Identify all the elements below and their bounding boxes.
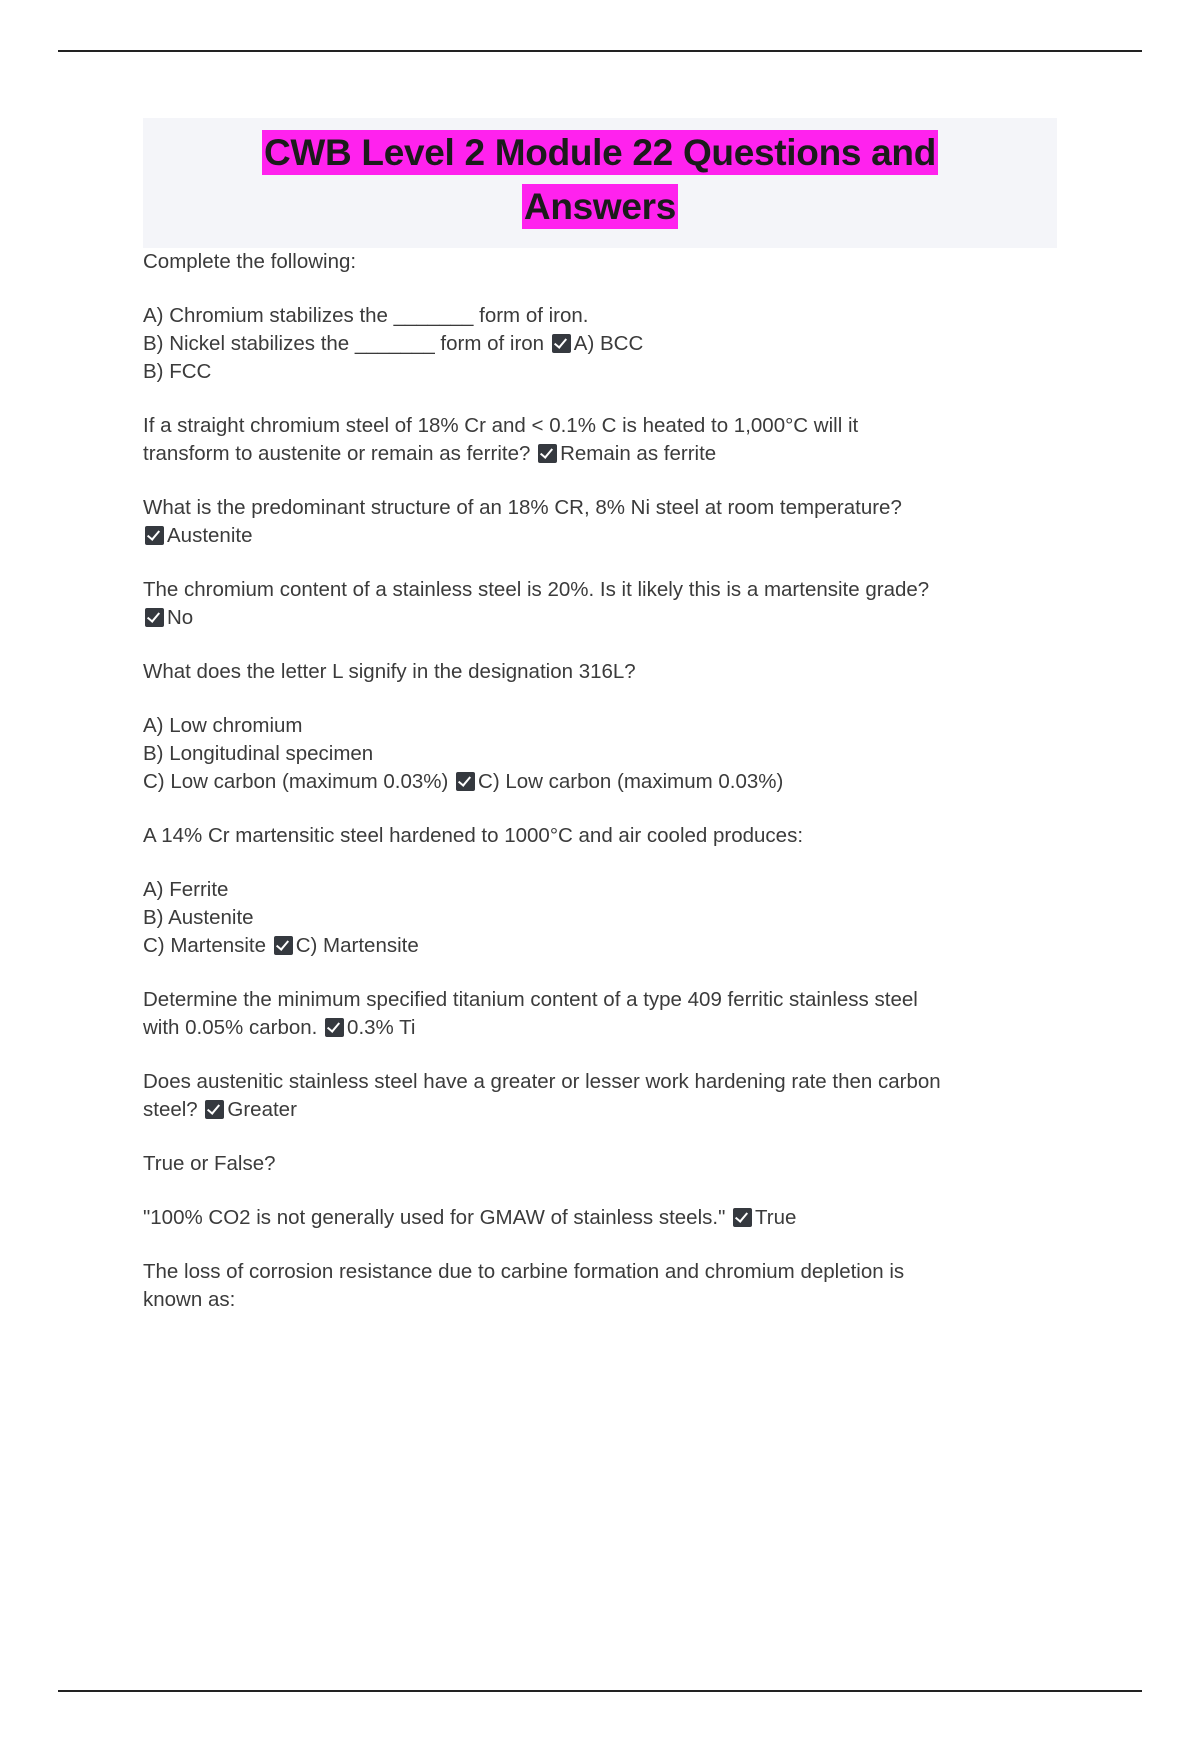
answer-text: 0.3% Ti (347, 1016, 416, 1039)
checkmark-icon (274, 936, 293, 955)
text-line (143, 822, 1057, 850)
top-divider (58, 50, 1142, 52)
text-line (143, 1068, 1057, 1096)
paragraph (143, 494, 1057, 550)
answer-group (143, 524, 252, 547)
line-text: Determine the minimum specified titanium content of a type 409 ferritic stainless steel (143, 988, 918, 1011)
text-line (143, 986, 1057, 1014)
text-line (143, 740, 1057, 768)
line-text: C) Low carbon (maximum 0.03%) (143, 770, 455, 793)
paragraph (143, 576, 1057, 632)
checkmark-icon (733, 1208, 752, 1227)
text-line (143, 1286, 1057, 1314)
text-line (143, 712, 1057, 740)
text-line (143, 248, 1057, 276)
line-text: A) Low chromium (143, 714, 303, 737)
line-text: If a straight chromium steel of 18% Cr and < 0.1% C is heated to 1,000°C will it (143, 414, 859, 437)
text-line (143, 412, 1057, 440)
answer-group (323, 1016, 415, 1039)
answer-text: C) Low carbon (maximum 0.03%) (478, 770, 784, 793)
text-line (143, 1096, 1057, 1124)
paragraph (143, 1204, 1057, 1232)
text-line (143, 658, 1057, 686)
paragraph (143, 876, 1057, 960)
line-text: What is the predominant structure of an 18% CR, 8% Ni steel at room temperature? (143, 496, 902, 519)
text-line (143, 330, 1057, 358)
line-text: A) Chromium stabilizes the _______ form of iron. (143, 304, 589, 327)
line-text: The chromium content of a stainless steel is 20%. Is it likely this is a martensite grade? (143, 578, 930, 601)
line-text: B) Longitudinal specimen (143, 742, 374, 765)
text-line (143, 302, 1057, 330)
text-line (143, 1014, 1057, 1042)
paragraph (143, 986, 1057, 1042)
line-text: known as: (143, 1288, 236, 1311)
checkmark-icon (145, 608, 164, 627)
line-text: B) Austenite (143, 906, 254, 929)
text-line (143, 904, 1057, 932)
answer-text: A) BCC (573, 332, 644, 355)
page-title-line-1: CWB Level 2 Module 22 Questions and (263, 132, 937, 173)
text-line (143, 768, 1057, 796)
text-line (143, 932, 1057, 960)
document-title (58, 118, 1142, 248)
paragraph (143, 712, 1057, 796)
line-text: Complete the following: (143, 250, 357, 273)
paragraph (143, 248, 1057, 276)
document-body (58, 248, 1142, 1314)
line-text: with 0.05% carbon. (143, 1016, 324, 1039)
text-line (143, 604, 1057, 632)
checkmark-icon (325, 1018, 344, 1037)
paragraph (143, 302, 1057, 386)
line-text: Does austenitic stainless steel have a greater or lesser work hardening rate then carbon (143, 1070, 941, 1093)
answer-group (143, 606, 193, 629)
page-title-line-2: Answers (523, 186, 677, 227)
text-line (143, 876, 1057, 904)
text-line (143, 576, 1057, 604)
bottom-divider (58, 1690, 1142, 1692)
line-text: What does the letter L signify in the designation 316L? (143, 660, 636, 683)
document-page (0, 50, 1200, 1750)
text-line (143, 358, 1057, 386)
text-line (143, 1204, 1057, 1232)
line-text: True or False? (143, 1152, 276, 1175)
answer-group (550, 332, 643, 355)
line-text: A) Ferrite (143, 878, 229, 901)
answer-text: Greater (227, 1098, 297, 1121)
paragraph (143, 1258, 1057, 1314)
line-text: steel? (143, 1098, 204, 1121)
paragraph (143, 822, 1057, 850)
checkmark-icon (538, 444, 557, 463)
text-line (143, 1150, 1057, 1178)
checkmark-icon (205, 1100, 224, 1119)
answer-group (536, 442, 716, 465)
line-text: The loss of corrosion resistance due to carbine formation and chromium depletion is (143, 1260, 905, 1283)
answer-group (203, 1098, 297, 1121)
checkmark-icon (456, 772, 475, 791)
answer-text: Austenite (167, 524, 253, 547)
answer-text: C) Martensite (295, 934, 419, 957)
line-text: transform to austenite or remain as ferrite? (143, 442, 537, 465)
line-text: "100% CO2 is not generally used for GMAW of stainless steels." (143, 1206, 732, 1229)
answer-text: Remain as ferrite (560, 442, 717, 465)
text-line (143, 494, 1057, 522)
paragraph (143, 658, 1057, 686)
answer-text: True (755, 1206, 797, 1229)
line-text: B) FCC (143, 360, 212, 383)
answer-group (272, 934, 419, 957)
line-text: C) Martensite (143, 934, 272, 957)
text-line (143, 440, 1057, 468)
checkmark-icon (552, 334, 571, 353)
checkmark-icon (145, 526, 164, 545)
answer-group (454, 770, 783, 793)
text-line (143, 522, 1057, 550)
paragraph (143, 412, 1057, 468)
line-text: A 14% Cr martensitic steel hardened to 1000°C and air cooled produces: (143, 824, 804, 847)
line-text: B) Nickel stabilizes the _______ form of iron (143, 332, 550, 355)
answer-group (731, 1206, 796, 1229)
paragraph (143, 1150, 1057, 1178)
text-line (143, 1258, 1057, 1286)
paragraph (143, 1068, 1057, 1124)
answer-text: No (167, 606, 194, 629)
